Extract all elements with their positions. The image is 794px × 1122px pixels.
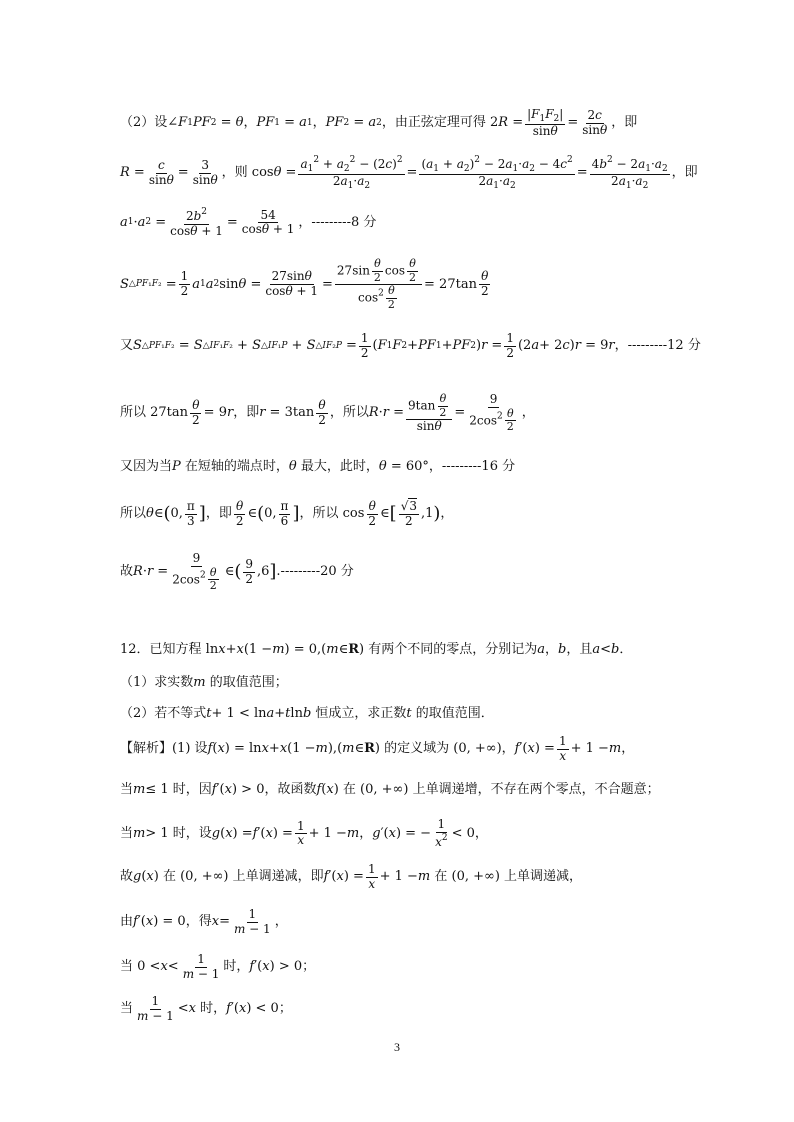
- solution-line-5: 又 S △PF₁F₂ = S △IF₁F₂ + S △IF₁P + S △IF₂P = $\frac{1}{2}$ ( F 1 F 2 + PF 1 + PF 2 ) r = $\frac{1}{2}$ (2 a + 2 c ) r = 9 r ，---------12 分: [120, 331, 701, 360]
- analysis-line-6: 当 0 < x < $\frac{1}{m - 1}$ 时， f ′( x ) > 0；: [120, 952, 316, 981]
- solution-line-1: （2）设∠ F 1 PF 2 = θ ， PF 1 = a 1 ， PF 2 = a 2 ，由正弦定理可得 2 R = $\frac{|F_1F_2|}{\sin\theta}$ = $\frac{2c}{\sin\theta}$ ，即: [120, 107, 638, 139]
- page-number: 3: [394, 1040, 400, 1054]
- analysis-line-5: 由 f ′( x ) = 0，得 x = $\frac{1}{m - 1}$ ，: [120, 907, 288, 936]
- problem-12-statement: 12．已知方程 ln x + x (1 − m ) = 0,( m ∈ R ) 有两个不同的零点，分别记为 a ， b ，且 a < b ．: [120, 642, 633, 657]
- analysis-line-4: 故 g ( x ) 在 (0, +∞) 上单调递减，即 f ′( x ) = $\frac{1}{x}$ + 1 − m 在 (0, +∞) 上单调递减，: [120, 862, 583, 891]
- solution-line-6: 所以 27tan $\frac{\theta}{2}$ = 9 r ，即 r = 3tan $\frac{\theta}{2}$ ，所以 R · r = 9tan $\frac{\theta}{2}$ sinθ = 9 $2\cos^2$ $\frac{\theta}{2}$ ，: [120, 392, 535, 434]
- analysis-line-7: 当 $\frac{1}{m - 1}$ < x 时， f ′( x ) < 0；: [120, 994, 292, 1023]
- analysis-line-3: 当 m > 1 时，设 g ( x ) = f ′( x ) = $\frac{1}{x}$ + 1 − m ， g ′( x ) = − $\frac{1}{x^2}$ < 0，: [120, 817, 488, 849]
- solution-line-3: a 1 · a 2 = $\frac{2b^2}{\cos\theta + 1}$ = $\frac{54}{\cos\theta + 1}$ ，---------8 分: [120, 207, 377, 238]
- solution-line-4: S △PF₁F₂ = $\frac{1}{2}$ a 1 a 2 sin θ = $\frac{27\sin\theta}{\cos\theta + 1}$ = 27sin $\frac{\theta}{2}$ cos $\frac{\theta}{2}$ $\cos^2$ $\frac{\theta}{2}$ = 27tan $\frac{\theta}{2}$: [120, 257, 489, 311]
- solution-line-9: 故 R · r = 9 $2\cos^2$ $\frac{\theta}{2}$ ∈ ( $\frac{9}{2}$ ,6 ] .---------20 分: [120, 551, 354, 593]
- analysis-line-2: 当 m ≤ 1 时，因 f ′( x ) > 0，故函数 f ( x ) 在 (0, +∞) 上单调递增，不存在两个零点，不合题意；: [120, 782, 660, 797]
- solution-line-2: R = $\frac{c}{\sin\theta}$ = $\frac{3}{\sin\theta}$ ，则 cos θ = $\frac{a_1^2 + a_2^2 - (2c)^2}{2a_1\cdot a_2}$ = $\frac{(a_1 + a_2)^2 - 2a_1\cdot a_2 - 4c^2}{2a_1\cdot a_2}$ = $\frac{4b^2 - 2a_1\cdot a_2}{2a_1\cdot a_2}$ ，即: [120, 155, 698, 192]
- analysis-line-1: 【解析】(1) 设 f ( x ) = ln x + x (1 − m ),( m ∈ R ) 的定义域为 (0, +∞)， f ′( x ) = $\frac{1}{x}$ + 1 − m ，: [120, 734, 635, 763]
- solution-line-8: 所以 θ ∈ ( 0, $\frac{\pi}{3}$ ] ，即 $\frac{\theta}{2}$ ∈ ( 0, $\frac{\pi}{6}$ ] ，所以 cos $\frac{\theta}{2}$ ∈ [ $\frac{√3}{2}$ ,1 ) ，: [120, 499, 454, 528]
- solution-line-7: 又因为当 P 在短轴的端点时， θ 最大，此时， θ = 60°，---------16 分: [120, 459, 516, 474]
- problem-12-part-1: （1）求实数 m 的取值范围；: [120, 675, 288, 690]
- problem-12-part-2: （2）若不等式 t + 1 < ln a + t ln b 恒成立，求正数 t 的取值范围．: [120, 706, 494, 721]
